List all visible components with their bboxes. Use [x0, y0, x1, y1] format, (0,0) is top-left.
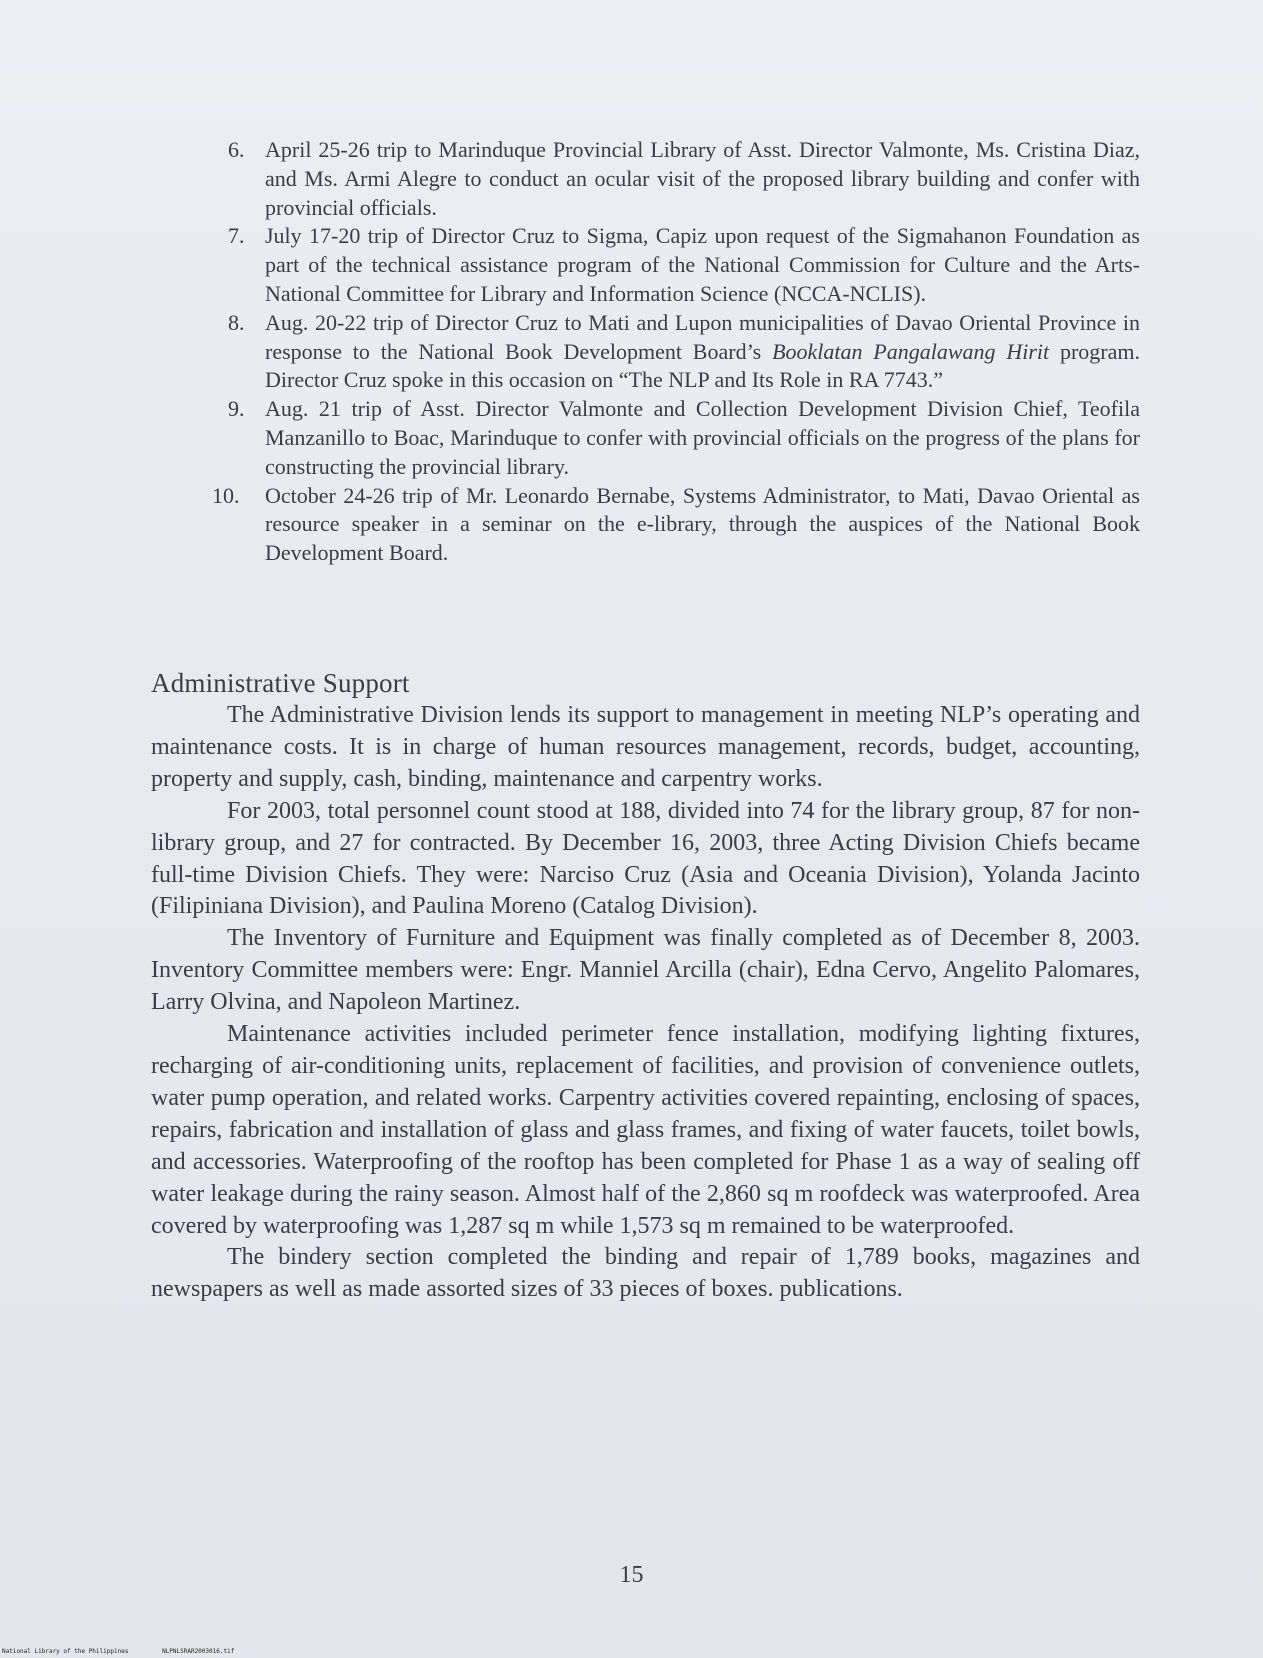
list-item	[220, 222, 1140, 308]
list-item-text: Aug. 21 trip of Asst. Director Valmonte and Collection Development Division Chief, Teofila Manzanillo to Boac, Marinduque to confer with provincial officials on the progress of the plans for constructing the provincial library.	[265, 396, 1140, 479]
list-item-text	[265, 310, 1140, 393]
scan-footer	[2, 1648, 264, 1655]
list-item-text-part: program. Director Cruz spoke in this occasion on “The NLP and Its Role in RA 7743.”	[265, 338, 1140, 393]
list-item-number: 8.	[228, 309, 245, 335]
list-item-text-part: Aug. 20-22 trip of Director Cruz to Mati and Lupon municipalities of Davao Oriental Province in response to the National Book Development Board’s	[265, 309, 1140, 364]
list-item-number: 6.	[228, 137, 245, 162]
paragraph: For 2003, total personnel count stood at 188, divided into 74 for the library group, 87 for non-library group, and 27 for contracted. By December 16, 2003, three Acting Division Chiefs became full-time Division Chiefs. They were: Narciso Cruz (Asia and Oceania Division), Yolanda Jacinto (Filipiniana Division), and Paulina Moreno (Catalog Division).	[151, 797, 1140, 920]
list-item-number: 10.	[212, 482, 240, 508]
program-name-italic: Booklatan Pangalawang Hirit	[772, 338, 1050, 364]
section-body	[151, 700, 1140, 1306]
trip-list	[212, 136, 1140, 568]
list-item	[212, 482, 1140, 568]
section-heading: Administrative Support	[151, 668, 410, 698]
list-item-text: April 25-26 trip to Marinduque Provincial Library of Asst. Director Valmonte, Ms. Cristina Diaz, and Ms. Armi Alegre to conduct an ocular visit of the proposed library building and confer with provincial officials.	[265, 137, 1140, 220]
footer-source: National Library of the Philippines	[2, 1648, 129, 1655]
paragraph: The bindery section completed the binding and repair of 1,789 books, magazines and newspapers as well as made assorted sizes of 33 pieces of boxes. publications.	[151, 1244, 1140, 1303]
paragraph: The Inventory of Furniture and Equipment was finally completed as of December 8, 2003. Inventory Committee members were: Engr. Manniel Arcilla (chair), Edna Cervo, Angelito Palomares, Larry Olvina, and Napoleon Martinez.	[151, 925, 1140, 1016]
paragraph: The Administrative Division lends its support to management in meeting NLP’s operating and maintenance costs. It is in charge of human resources management, records, budget, accounting, property and supply, cash, binding, maintenance and carpentry works.	[151, 702, 1140, 792]
footer-file: NLPNLSRAR2003016.tif	[162, 1648, 235, 1655]
page-number: 15	[619, 1562, 644, 1588]
list-item-number: 9.	[228, 396, 245, 422]
paragraph: Maintenance activities included perimeter fence installation, modifying lighting fixtures, recharging of air-conditioning units, replacement of facilities, and provision of convenience outlets, water pump operation, and related works. Carpentry activities covered repainting, enclosing of spaces, repairs, fabrication and installation of glass and glass frames, and fixing of water faucets, toilet bowls, and accessories. Waterproofing of the rooftop has been completed for Phase 1 as a way of sealing off water leakage during the rainy season. Almost half of the 2,860 sq m roofdeck was waterproofed. Area covered by waterproofing was 1,287 sq m while 1,573 sq m remained to be waterproofed.	[151, 1021, 1140, 1239]
list-item-number: 7.	[228, 223, 245, 249]
list-item-text: October 24-26 trip of Mr. Leonardo Bernabe, Systems Administrator, to Mati, Davao Oriental as resource speaker in a seminar on the e-library, through the auspices of the National Book Development Board.	[265, 482, 1140, 566]
list-item-text: July 17-20 trip of Director Cruz to Sigma, Capiz upon request of the Sigmahanon Foundation as part of the technical assistance program of the National Commission for Culture and the Arts-National Committee for Library and Information Science (NCCA-NCLIS).	[265, 223, 1140, 306]
list-item	[220, 395, 1140, 481]
list-item	[220, 136, 1140, 222]
list-item	[220, 309, 1140, 395]
